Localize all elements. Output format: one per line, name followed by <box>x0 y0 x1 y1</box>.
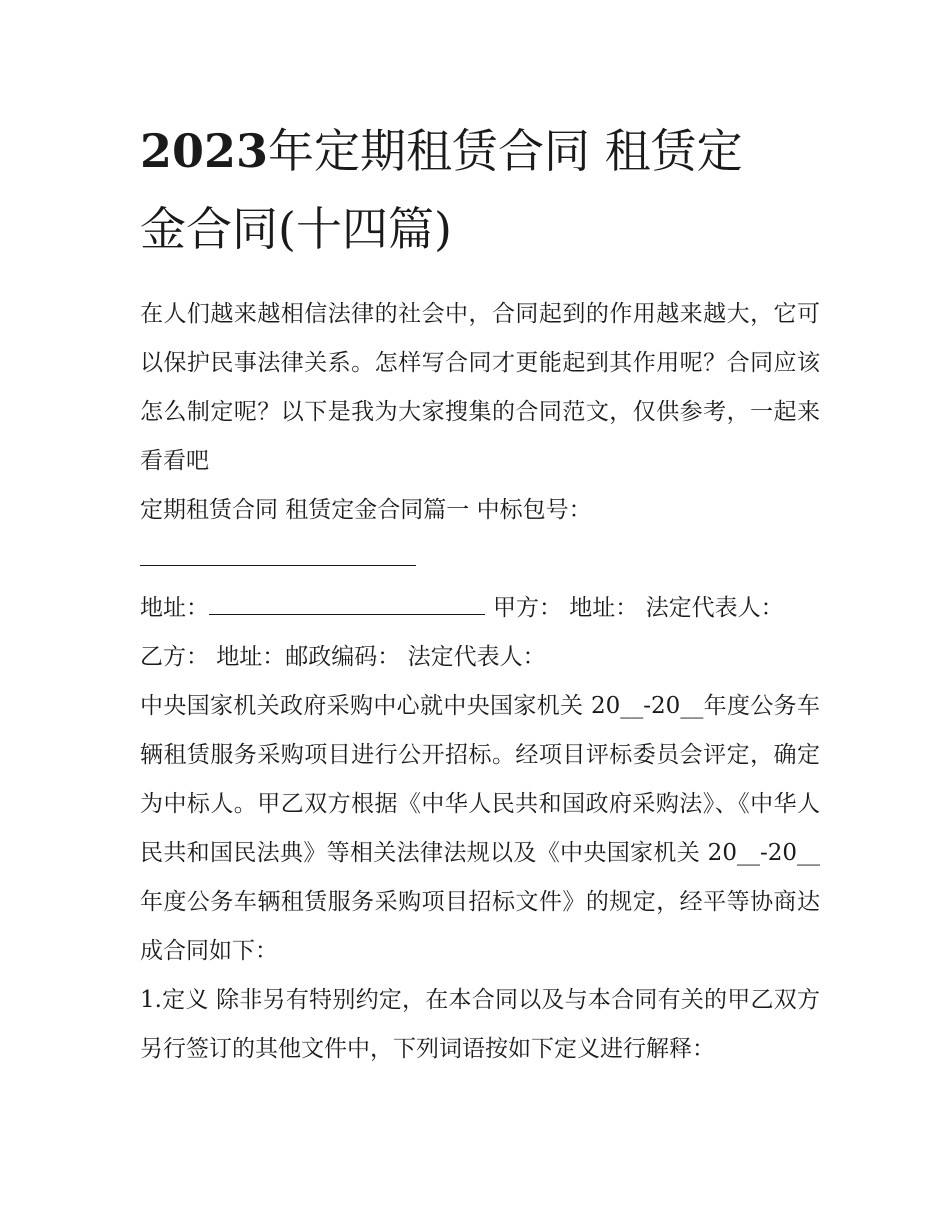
address-label: 地址： <box>140 595 209 621</box>
party-b-line: 乙方： 地址：邮政编码： 法定代表人： <box>140 644 546 670</box>
document-page <box>140 112 820 1074</box>
intro-paragraph: 在人们越来越相信法律的社会中，合同起到的作用越来越大，它可以保护民事法律关系。怎样写合同才更能起到其作用呢？合同应该怎么制定呢？以下是我为大家搜集的合同范文，仅供参考，一起来看看吧 <box>140 301 820 474</box>
title-line2-text: 金合同(十四篇) <box>140 202 452 256</box>
section-heading-line <box>140 486 820 584</box>
title-year: 2023 <box>140 124 269 178</box>
title-line1-text: 年定期租赁合同 租赁定 <box>268 124 743 178</box>
parties-line <box>140 584 820 633</box>
document-title <box>140 112 820 268</box>
party-a-fields: 甲方： 地址： 法定代表人： <box>493 595 784 621</box>
body-paragraph: 中央国家机关政府采购中心就中央国家机关 20__-20__年度公务车辆租赁服务采购项目进行公开招标。经项目评标委员会评定，确定为中标人。甲乙双方根据《中华人民共和国政府采购法》、《中华人民共和国民法典》等相关法律法规以及《中央国家机关 20__-20__年度公务车辆租赁服务采购项目招标文件》的规定，经平等协商达成合同如下： <box>140 693 820 964</box>
section-heading-text: 定期租赁合同 租赁定金合同篇一 中标包号： <box>140 497 592 523</box>
bid-package-blank <box>140 543 416 566</box>
definition-paragraph: 1.定义 除非另有特别约定，在本合同以及与本合同有关的甲乙双方另行签订的其他文件中，下列词语按如下定义进行解释： <box>140 987 820 1062</box>
address-blank <box>209 592 485 615</box>
